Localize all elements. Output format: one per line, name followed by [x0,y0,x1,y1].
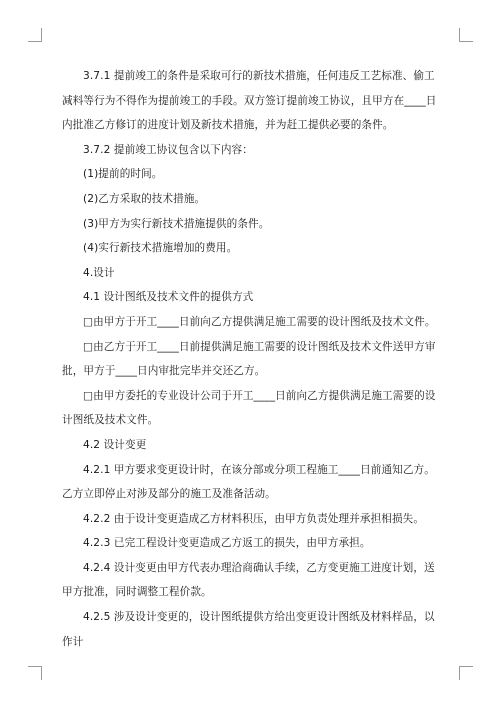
paragraph-4-2-3: 4.2.3 已完工程设计变更造成乙方返工的损失，由甲方承担。 [83,537,371,550]
paragraph-3-7-1: 3.7.1 提前竣工的条件是采取可行的新技术措施，任何违反工艺标准、偷工减料等行为不得作为提前竣工的手段。双方签订提前竣工协议，且甲方在____日内批准乙方修订的进度计划及新技术措施，并为赶工提供必要的条件。 [62,70,437,132]
subsection-heading-4-2: 4.2 设计变更 [83,438,147,451]
paragraph-4-2-4: 4.2.4 设计变更由甲方代表办理洽商确认手续，乙方变更施工进度计划，送甲方批准，同时调整工程价款。 [62,561,435,599]
checkbox-option-3: □由甲方委托的专业设计公司于开工____日前向乙方提供满足施工需要的设计图纸及技术文件。 [62,389,436,427]
list-item-1: (1)提前的时间。 [83,168,163,181]
paragraph-3-7-2: 3.7.2 提前竣工协议包含以下内容： [83,143,253,156]
crop-mark-bottom-right [459,666,473,680]
crop-mark-top-right [459,28,473,42]
crop-mark-bottom-left [28,666,42,680]
list-item-4: (4)实行新技术措施增加的费用。 [83,242,238,255]
list-item-2: (2)乙方采取的技术措施。 [83,192,206,205]
crop-mark-top-left [28,28,42,42]
checkbox-option-2: □由乙方于开工____日前提供满足施工需要的设计图纸及技术文件送甲方审批，甲方于____日内审批完毕并交还乙方。 [62,340,436,378]
paragraph-4-2-2: 4.2.2 由于设计变更造成乙方材料积压，由甲方负责处理并承担相损失。 [83,512,425,525]
section-heading-4: 4.设计 [83,266,115,279]
list-item-3: (3)甲方为实行新技术措施提供的条件。 [83,217,270,230]
document-body [62,64,440,654]
checkbox-option-1: □由甲方于开工____日前向乙方提供满足施工需要的设计图纸及技术文件。 [83,315,436,328]
subsection-heading-4-1: 4.1 设计图纸及技术文件的提供方式 [83,291,254,304]
paragraph-4-2-5: 4.2.5 涉及设计变更的，设计图纸提供方给出变更设计图纸及材料样品，以作计 [62,611,435,648]
paragraph-4-2-1: 4.2.1 甲方要求变更设计时，在该分部或分项工程施工____日前通知乙方。乙方立即停止对涉及部分的施工及准备活动。 [62,463,435,501]
